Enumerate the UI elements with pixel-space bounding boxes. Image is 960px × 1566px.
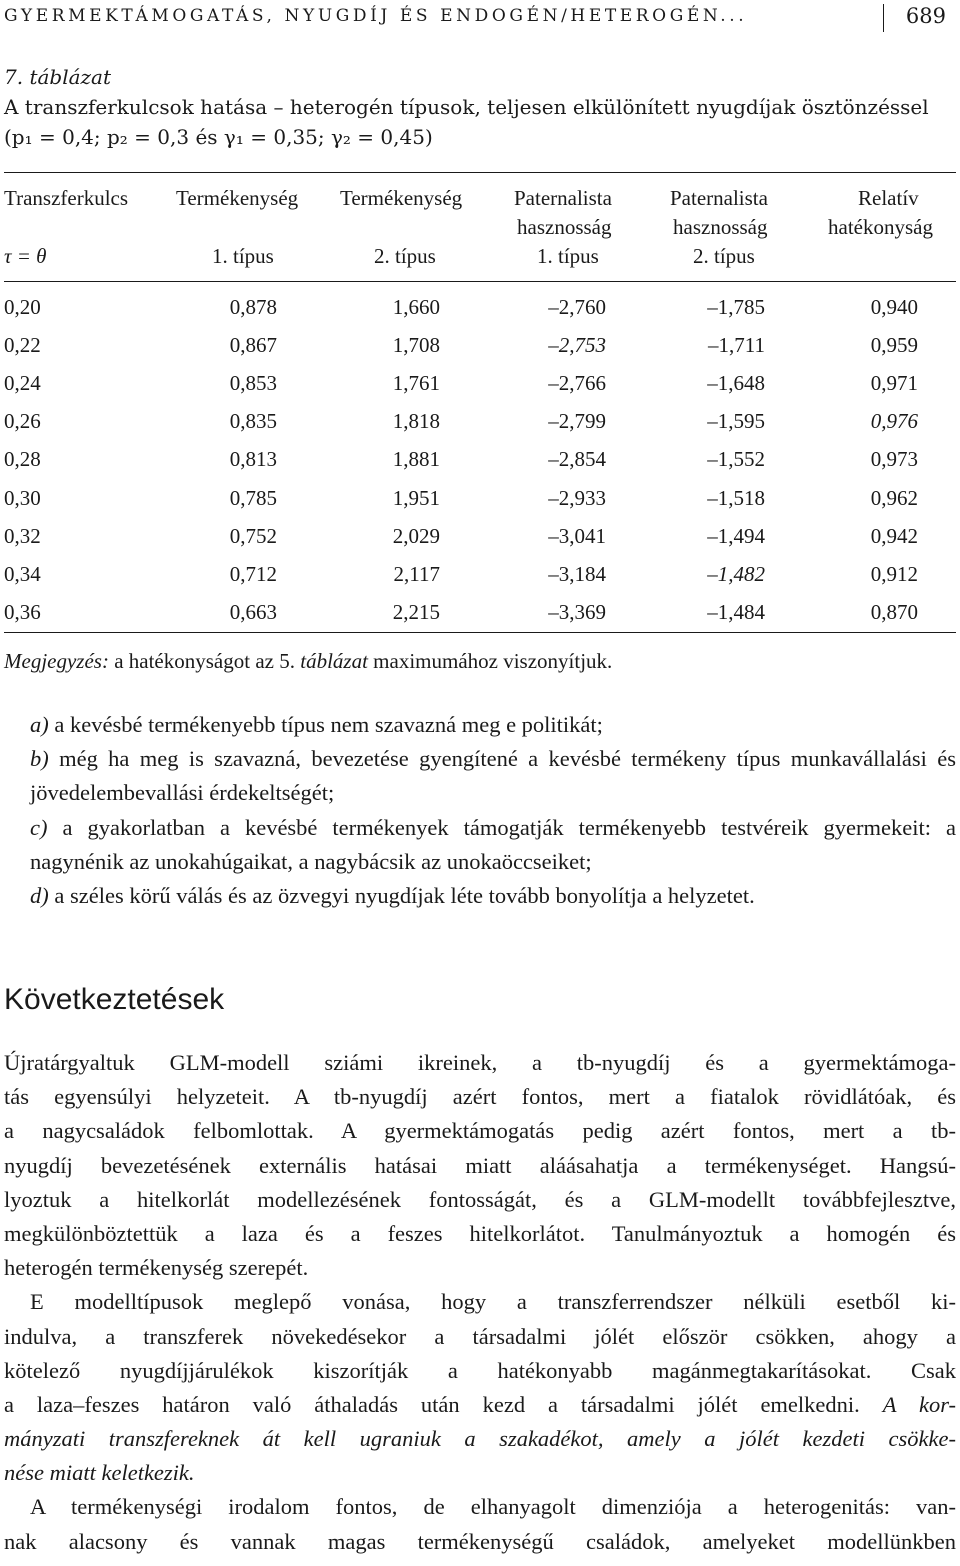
cell-relative-efficiency: 0,973 [870,447,918,472]
cell-paternal-utility-1: –3,369 [548,599,606,624]
p2-line: kötelező nyugdíjjárulékok kiszorítják a hatékonyabb magánmegtakarításokat. Csak [4,1357,956,1383]
cell-fertility-1: 0,867 [229,333,277,358]
cell-fertility-1: 0,878 [229,295,277,319]
cell-relative-efficiency: 0,942 [870,523,918,548]
p1-line: Újratárgyaltuk GLM-modell sziámi ikreinek, a tb-nyugdíj és a gyermektámoga- [4,1050,956,1075]
table-row [0,517,960,555]
table-title: A transzferkulcsok hatása – heterogén típusok, teljesen elkülönített nyugdíjak ösztönzéssel [4,95,929,119]
col-rel-sub: hatékonyság [828,215,933,239]
cell-fertility-1: 0,835 [229,409,277,434]
cell-paternal-utility-2: –1,484 [707,599,765,624]
objection-list [4,708,956,913]
cell-paternal-utility-1: –2,933 [548,485,606,510]
cell-fertility-2: 1,708 [392,333,440,358]
p1-line: nyugdíj bevezetésének externális hatásai miatt aláásahatja a termékenységet. Hangsú- [4,1152,956,1178]
cell-fertility-1: 0,752 [229,523,277,548]
cell-transfer-rate: 0,34 [4,561,41,586]
p3-line: nak alacsony és vannak magas termékenységű családok, amelyeket modellünkben [4,1528,956,1554]
cell-relative-efficiency: 0,971 [870,371,918,396]
cell-relative-efficiency: 0,912 [870,561,918,586]
table-label: 7. táblázat [4,65,112,89]
header-divider [883,4,884,32]
table-parameters: (p₁ = 0,4; p₂ = 0,3 és γ₁ = 0,35; γ₂ = 0,45) [4,125,433,149]
cell-relative-efficiency: 0,959 [870,333,918,358]
p2-line: indulva, a transzferek növekedésekor a társadalmi jólét először csökken, ahogy a [4,1323,956,1349]
p1-line: a nagycsaládok felbomlottak. A gyermektámogatás pedig azért fontos, mert a tb- [4,1118,956,1144]
col-transfer-symbol: τ = θ [4,244,47,268]
p3-line: A termékenységi irodalom fontos, de elhanyagolt dimenziója a heterogenitás: van- [30,1494,956,1520]
table-row [0,326,960,364]
table-row [0,402,960,440]
cell-fertility-2: 2,215 [392,599,440,624]
cell-transfer-rate: 0,30 [4,485,41,510]
cell-fertility-1: 0,663 [229,599,277,624]
table-row [0,288,960,326]
table-row [0,593,960,631]
cell-paternal-utility-1: –2,760 [548,295,606,319]
cell-fertility-2: 1,761 [392,371,440,396]
conclusion-text [4,1046,956,1559]
p1-line: megkülönböztettük a laza és a feszes hitelkorlátot. Tanulmányoztuk a homogén és [4,1220,956,1246]
list-item-a: a) a kevésbé termékenyebb típus nem szavazná meg e politikát; [30,712,603,737]
cell-transfer-rate: 0,32 [4,523,41,548]
cell-transfer-rate: 0,26 [4,409,41,434]
cell-fertility-1: 0,813 [229,447,277,472]
cell-transfer-rate: 0,20 [4,295,41,319]
table-bottom-rule [4,632,956,633]
cell-paternal-utility-2: –1,518 [707,485,765,510]
p2-line: mányzati transzfereknek át kell ugraniuk a szakadékot, amely a jólét kezdeti csökke- [4,1426,956,1452]
cell-transfer-rate: 0,24 [4,371,41,396]
running-title: GYERMEKTÁMOGATÁS, NYUGDÍJ ÉS ENDOGÉN/HETEROGÉN... [4,6,748,26]
cell-paternal-utility-2: –1,494 [707,523,765,548]
cell-relative-efficiency: 0,870 [870,599,918,624]
p1-line: tás egyensúlyi helyzeteit. A tb-nyugdíj azért fontos, mert a fiatalok rövidlátóak, és [4,1084,956,1110]
col-pat1-type: 1. típus [537,244,599,268]
cell-paternal-utility-2: –1,711 [708,333,765,358]
note-text-end: maximumához viszonyítjuk. [367,649,613,673]
col-pat1-header: Paternalista [514,186,612,210]
cell-relative-efficiency: 0,940 [870,295,918,319]
p2-line: E modelltípusok meglepő vonása, hogy a transzferrendszer nélküli esetből ki- [30,1289,956,1315]
table-row [0,479,960,517]
cell-paternal-utility-2: –1,595 [707,409,765,434]
p2-line: a laza–feszes határon való áthaladás után kezd a társadalmi jólét emelkedni. A kor- [4,1391,956,1417]
col-transfer-header: Transzferkulcs [4,186,129,210]
table-row [0,440,960,478]
col-fert2-header: Termékenység [340,186,463,210]
cell-fertility-1: 0,712 [229,561,277,586]
table-row [0,364,960,402]
col-rel-header: Relatív [858,186,919,210]
cell-paternal-utility-2: –1,482 [707,561,765,586]
cell-fertility-2: 1,818 [392,409,440,434]
p1-line: heterogén termékenység szerepét. [4,1255,309,1281]
cell-relative-efficiency: 0,962 [870,485,918,510]
note-label: Megjegyzés: [4,649,109,673]
cell-transfer-rate: 0,28 [4,447,41,472]
cell-fertility-2: 2,029 [392,523,440,548]
col-fert1-header: Termékenység [176,186,299,210]
note-reference: táblázat [300,649,368,673]
page-number: 689 [905,4,946,28]
p2-line: nése miatt keletkezik. [4,1460,195,1486]
table-top-rule [4,172,956,173]
col-pat2-type: 2. típus [693,244,755,268]
col-pat1-sub: hasznosság [517,215,612,239]
table-note [4,646,612,676]
cell-paternal-utility-2: –1,785 [707,295,765,319]
cell-paternal-utility-1: –2,799 [548,409,606,434]
p1-line: lyoztuk a hitelkorlát modellezésének fontosságát, és a GLM-modellt továbbfejlesztve, [4,1186,956,1212]
running-header [0,4,952,32]
cell-paternal-utility-2: –1,648 [707,371,765,396]
cell-paternal-utility-1: –3,184 [548,561,606,586]
cell-fertility-2: 1,660 [392,295,440,319]
cell-paternal-utility-1: –2,753 [548,333,606,358]
cell-paternal-utility-1: –2,854 [548,447,606,472]
col-fert2-type: 2. típus [374,244,436,268]
list-item-d: d) a széles körű válás és az özvegyi nyugdíjak léte tovább bonyolítja a helyzetet. [30,883,755,909]
cell-fertility-1: 0,785 [229,485,277,510]
table-row [0,555,960,593]
col-pat2-header: Paternalista [670,186,768,210]
cell-fertility-2: 1,881 [392,447,440,472]
cell-paternal-utility-2: –1,552 [707,447,765,472]
col-pat2-sub: hasznosság [673,215,768,239]
cell-relative-efficiency: 0,976 [870,409,918,434]
list-item-c: c) a gyakorlatban a kevésbé termékenyek támogatják termékenyebb testvéreik gyermekeit: a nagynénik az unokahúgaikat, a nagybácsik az unokaöccseiket; [30,814,956,874]
section-heading: Következtetések [4,983,225,1016]
cell-fertility-2: 2,117 [393,561,440,586]
cell-transfer-rate: 0,22 [4,333,41,358]
table-caption [4,62,954,152]
list-item-b: b) még ha meg is szavazná, bevezetése gyengítené a kevésbé termékeny típus munkavállalási és jövedelembevallási érdekeltségét; [30,746,956,806]
cell-fertility-1: 0,853 [229,371,277,396]
cell-fertility-2: 1,951 [392,485,440,510]
cell-paternal-utility-1: –2,766 [548,371,606,396]
cell-transfer-rate: 0,36 [4,599,41,624]
cell-paternal-utility-1: –3,041 [548,523,606,548]
col-fert1-type: 1. típus [212,244,274,268]
note-text: a hatékonyságot az 5. [108,649,301,673]
table-header-rule [4,281,956,282]
